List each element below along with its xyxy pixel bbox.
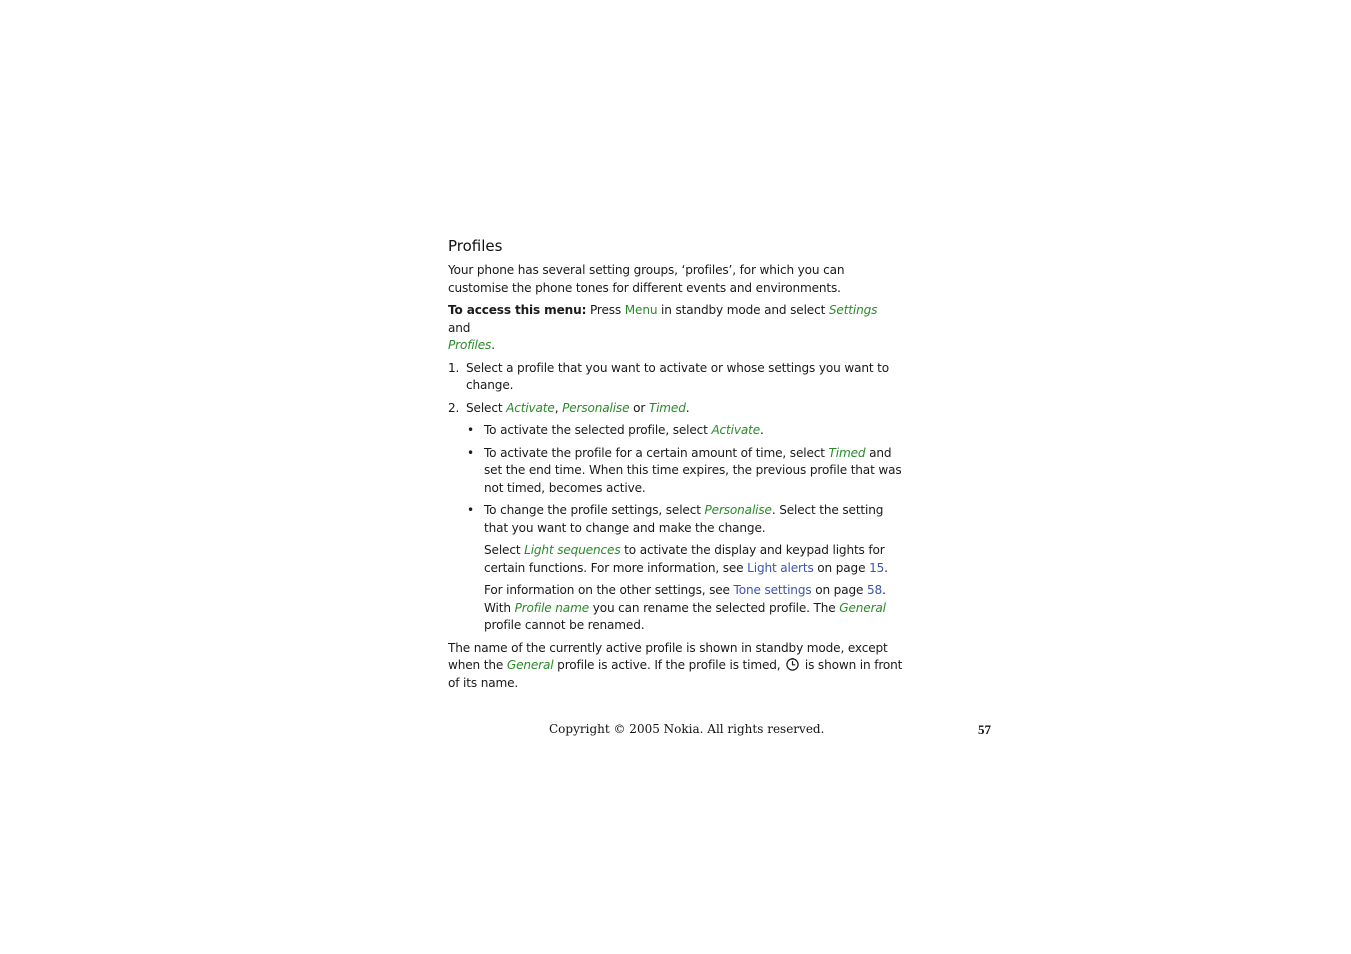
text-run: . Select the setting that you want to change and make the change. [484,503,884,535]
text-run: and [448,320,471,335]
text-run: on page [813,560,870,575]
text-run: on page [811,583,867,597]
personalise-keyword: Personalise [704,503,772,517]
text-run: , [554,400,563,415]
personalise-keyword: Personalise [562,400,630,415]
text-run: in standby mode and select [657,303,829,317]
timed-keyword: Timed [648,400,686,415]
profiles-keyword: Profiles [448,338,492,352]
text-run: To activate the profile for a certain amount of time, select [484,445,829,460]
text-run: you can rename the selected profile. The [589,600,840,615]
profile-name-keyword: Profile name [514,600,589,615]
access-instructions [448,302,903,355]
light-alerts-link[interactable]: Light alerts [747,560,814,575]
text-run: Select [484,543,525,557]
bullet-personalise [448,502,903,537]
general-keyword: General [839,600,886,615]
text-run: is shown in front of its name. [448,658,903,690]
activate-keyword: Activate [711,423,761,437]
bullet-marker: • [467,503,474,517]
bullet-activate [448,422,903,440]
text-run: to activate the display and keypad lights for certain functions. For more information, see [484,543,885,575]
step-text: Select a profile that you want to activate or whose settings you want to change. [466,360,890,392]
page-title: Profiles [448,237,503,255]
text-run: . [760,423,764,437]
bullet-timed [448,445,903,498]
text-run: . With [484,583,886,615]
access-label: To access this menu: [448,303,587,317]
settings-keyword: Settings [828,303,878,317]
text-run: profile cannot be renamed. [484,618,645,632]
activate-keyword: Activate [506,400,555,415]
closing-paragraph [448,640,903,693]
text-run: and set the end time. When this time expires, the previous profile that was not timed, becomes active. [484,445,902,495]
copyright-footer: Copyright © 2005 Nokia. All rights reserved. [549,722,825,736]
step-number: 1. [448,360,460,375]
menu-keyword: Menu [624,303,658,317]
text-run: . [884,560,888,575]
text-run: Press [586,303,625,317]
timed-keyword: Timed [828,445,866,460]
general-keyword: General [506,658,554,672]
page-58-link[interactable]: 58 [866,583,883,597]
step-1 [448,360,903,395]
text-run: To activate the selected profile, select [484,423,712,437]
text-run: For information on the other settings, see [484,583,734,597]
page-number: 57 [978,722,991,737]
page-15-link[interactable]: 15 [869,560,885,575]
text-run: . [685,400,690,415]
text-run: Select [466,400,507,415]
text-run: or [629,400,649,415]
other-settings-paragraph [448,582,903,635]
bullet-marker: • [467,423,474,437]
text-run: profile is active. If the profile is timed, [553,658,785,672]
tone-settings-link[interactable]: Tone settings [733,583,812,597]
clock-icon [786,658,799,671]
step-number: 2. [448,400,460,415]
intro-paragraph: Your phone has several setting groups, ‘profiles’, for which you can customise the phone tones for different events and environments. [448,263,845,295]
step-2 [448,400,903,418]
text-run: The name of the currently active profile is shown in standby mode, except when the [448,640,888,672]
text-run: To change the profile settings, select [484,503,705,517]
bullet-marker: • [467,445,474,460]
page-content [448,234,903,692]
light-sequences-paragraph [448,542,903,577]
light-sequences-keyword: Light sequences [524,543,621,557]
text-run: . [491,338,495,352]
